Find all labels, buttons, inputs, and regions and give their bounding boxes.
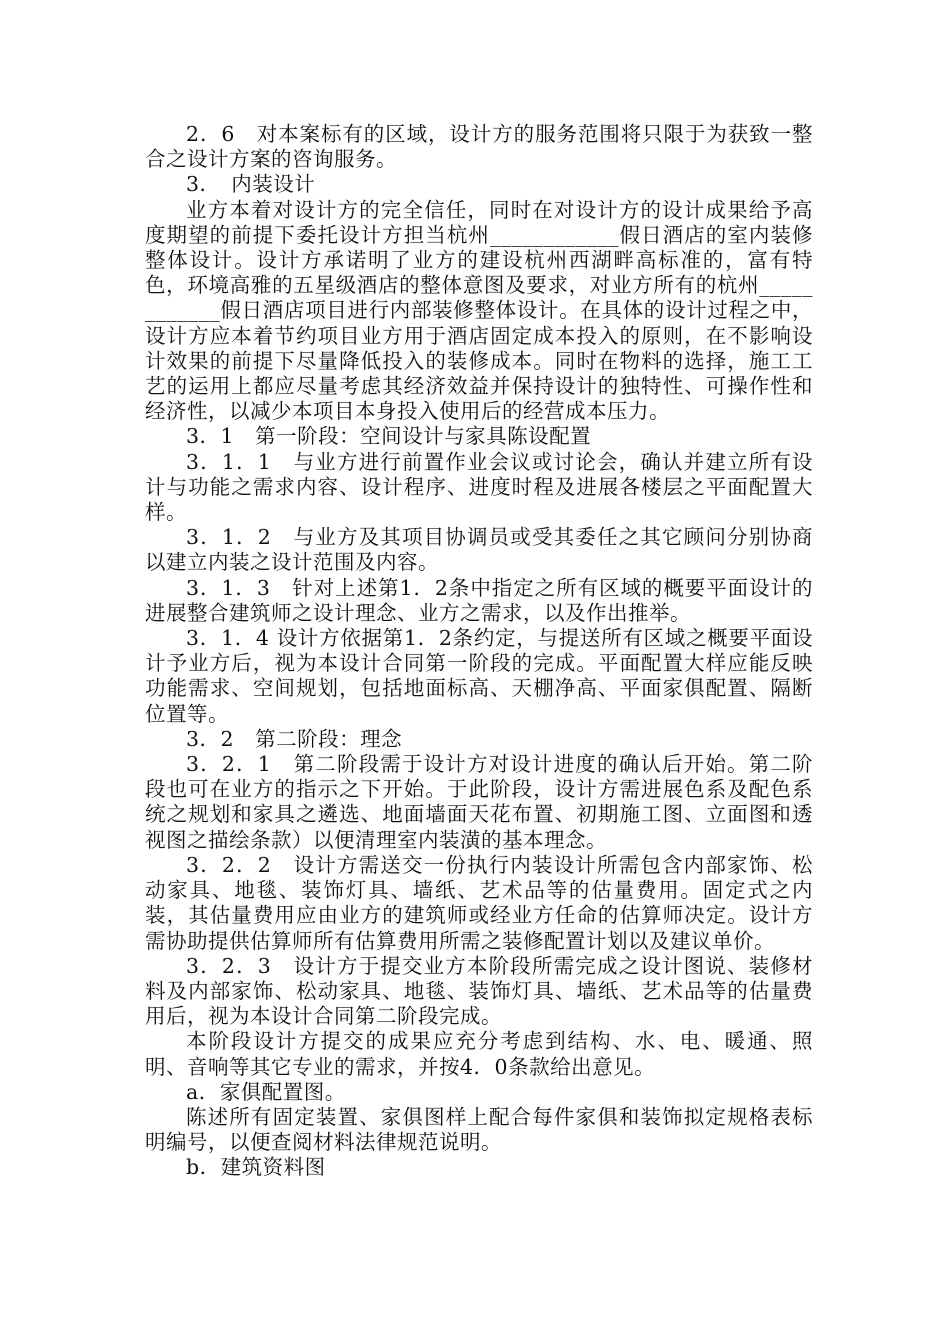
paragraph-3-1-1: 3．1．1 与业方进行前置作业会议或讨论会，确认并建立所有设计与功能之需求内容、设计程序、进度时程及进展各楼层之平面配置大样。 [145,449,813,525]
document-page [145,122,813,1181]
paragraph-3-2-1: 3．2．1 第二阶段需于设计方对设计进度的确认后开始。第二阶段也可在业方的指示之下开始。于此阶段，设计方需进展色系及配色系统之规划和家具之遴选、地面墙面天花布置、初期施工图、立面图和透视图之描绘条款）以便清理室内装潢的基本理念。 [145,752,813,852]
heading-3-interior-design: 3． 内装设计 [186,172,316,197]
paragraph-phase-deliverables: 本阶段设计方提交的成果应充分考虑到结构、水、电、暖通、照明、音响等其它专业的需求，并按4．0条款给出意见。 [145,1029,813,1079]
paragraph-3-2-3: 3．2．3 设计方于提交业方本阶段所需完成之设计图说、装修材料及内部家饰、松动家具、地毯、装饰灯具、墙纸、艺术品等的估量费用后，视为本设计合同第二阶段完成。 [145,953,813,1029]
paragraph-3-1-3: 3．1．3 针对上述第1．2条中指定之所有区域的概要平面设计的进展整合建筑师之设计理念、业方之需求，以及作出推举。 [145,575,813,625]
paragraph-3-2-2: 3．2．2 设计方需送交一份执行内装设计所需包含内部家饰、松动家具、地毯、装饰灯具、墙纸、艺术品等的估量费用。固定式之内装，其估量费用应由业方的建筑师或经业方任命的估算师决定。设计方需协助提供估算师所有估算费用所需之装修配置计划以及建议单价。 [145,852,813,953]
item-b-building-drawings: b．建筑资料图 [186,1155,326,1180]
paragraph-fixtures-description: 陈述所有固定装置、家俱图样上配合每件家俱和装饰拟定规格表标明编号，以便查阅材料法律规范说明。 [145,1104,813,1155]
heading-3-1-phase-one: 3．1 第一阶段：空间设计与家具陈设配置 [186,424,592,449]
paragraph-2-6: 2．6 对本案标有的区域，设计方的服务范围将只限于为获致一整合之设计方案的咨询服务。 [145,122,813,172]
paragraph-3-1-4: 3．1．4 设计方依据第1．2条约定，与提送所有区域之概要平面设计予业方后，视为本设计合同第一阶段的完成。平面配置大样应能反映功能需求、空间规划，包括地面标高、天棚净高、平面家俱配置、隔断位置等。 [145,626,813,726]
paragraph-3-1-2: 3．1．2 与业方及其项目协调员或受其委任之其它顾问分别协商以建立内装之设计范围及内容。 [145,525,813,575]
paragraph-interior-design-intro: 业方本着对设计方的完全信任，同时在对设计方的设计成果给予高度期望的前提下委托设计方担当杭州____________假日酒店的室内装修整体设计。设计方承诺明了业方的建设杭州西湖畔高标准的，富有特色，环境高雅的五星级酒店的整体意图及要求，对业方所有的杭州____________假日酒店项目进行内部装修整体设计。在具体的设计过程之中，设计方应本着节约项目业方用于酒店固定成本投入的原则，在不影响设计效果的前提下尽量降低投入的装修成本。同时在物料的选择，施工工艺的运用上都应尽量考虑其经济效益并保持设计的独特性、可操作性和经济性，以减少本项目本身投入使用后的经营成本压力。 [145,197,813,424]
item-a-furniture-layout: a．家俱配置图。 [186,1079,346,1104]
heading-3-2-phase-two: 3．2 第二阶段：理念 [186,726,403,751]
